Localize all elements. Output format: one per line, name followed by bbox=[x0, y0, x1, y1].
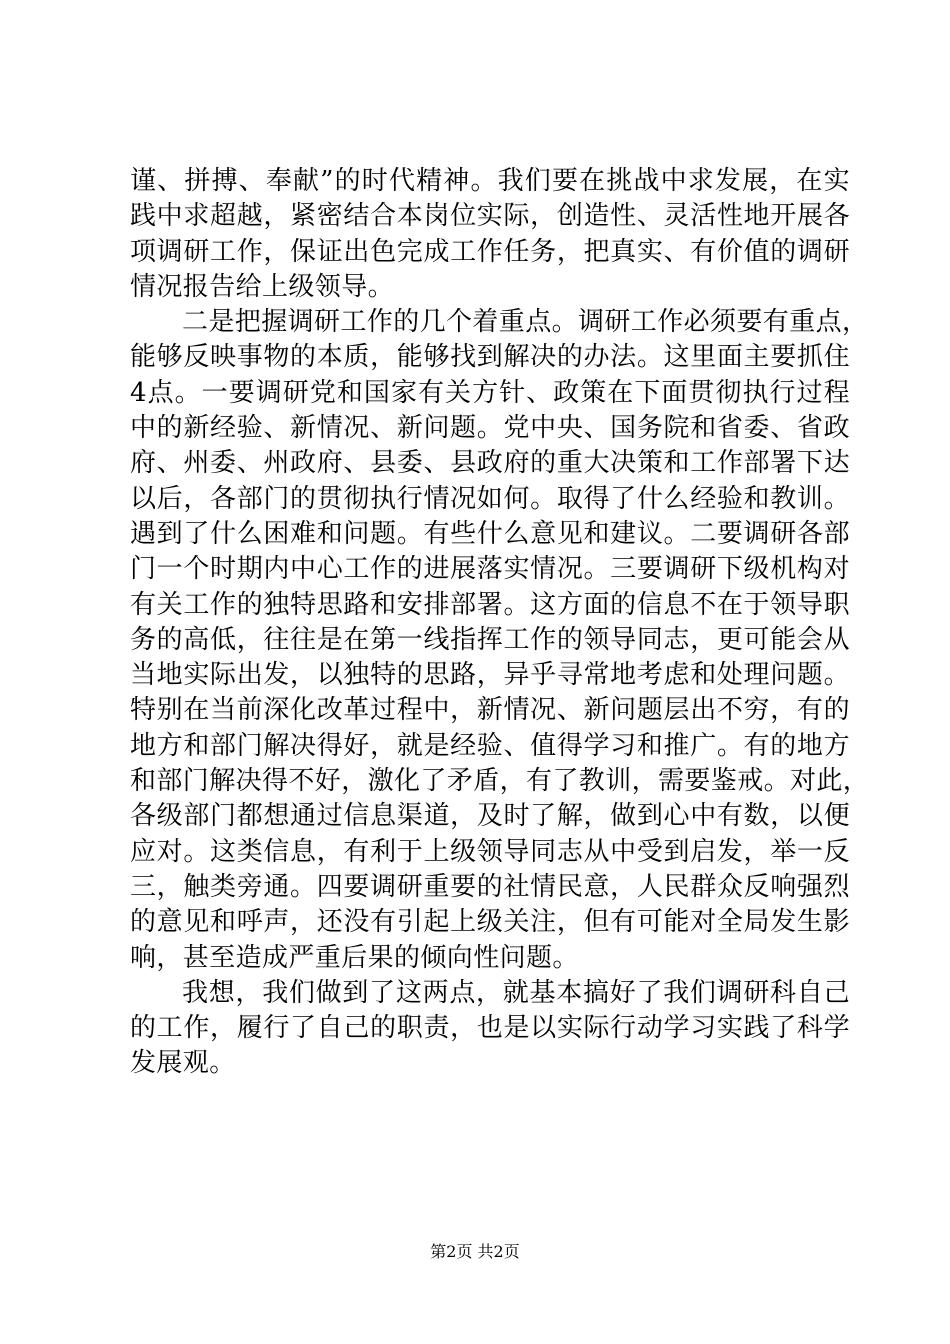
text-line: 遇到了什么困难和问题。有些什么意见和建议。二要调研各部 bbox=[130, 518, 850, 549]
text-line: 中的新经验、新情况、新问题。党中央、国务院和省委、省政 bbox=[130, 413, 850, 444]
text-line: 务的高低，往往是在第一线指挥工作的领导同志，更可能会从 bbox=[130, 624, 850, 655]
text-line: 门一个时期内中心工作的进展落实情况。三要调研下级机构对 bbox=[130, 554, 850, 585]
text-line: 的工作，履行了自己的职责，也是以实际行动学习实践了科学 bbox=[130, 1013, 850, 1044]
text-line: 府、州委、州政府、县委、县政府的重大决策和工作部署下达 bbox=[130, 448, 850, 479]
text-line: 以后，各部门的贯彻执行情况如何。取得了什么经验和教训。 bbox=[130, 483, 850, 514]
text-line: 我想，我们做到了这两点，就基本搞好了我们调研科自己 bbox=[182, 977, 850, 1008]
document-body bbox=[130, 164, 870, 1082]
page-footer: 第2页 共2页 bbox=[430, 1242, 520, 1261]
text-line: 4点。一要调研党和国家有关方针、政策在下面贯彻执行过程 bbox=[130, 377, 850, 408]
text-line: 当地实际出发，以独特的思路，异乎寻常地考虑和处理问题。 bbox=[130, 660, 850, 691]
text-line: 和部门解决得不好，激化了矛盾，有了教训，需要鉴戒。对此， bbox=[130, 766, 870, 797]
text-line: 的意见和呼声，还没有引起上级关注，但有可能对全局发生影 bbox=[130, 907, 850, 938]
text-line: 能够反映事物的本质，能够找到解决的办法。这里面主要抓住 bbox=[130, 342, 850, 373]
text-line: 特别在当前深化改革过程中，新情况、新问题层出不穷，有的 bbox=[130, 695, 850, 726]
text-line: 发展观。 bbox=[130, 1048, 236, 1079]
paragraph-p2 bbox=[130, 305, 870, 976]
text-line: 谨、拼搏、奉献”的时代精神。我们要在挑战中求发展，在实 bbox=[130, 166, 850, 196]
paragraph-p3 bbox=[130, 976, 850, 1082]
text-line: 三，触类旁通。四要调研重要的社情民意，人民群众反响强烈 bbox=[130, 871, 850, 902]
text-line: 各级部门都想通过信息渠道，及时了解，做到心中有数，以便 bbox=[130, 801, 850, 832]
text-line: 有关工作的独特思路和安排部署。这方面的信息不在于领导职 bbox=[130, 589, 850, 620]
text-line: 情况报告给上级领导。 bbox=[130, 271, 395, 302]
text-line: 应对。这类信息，有利于上级领导同志从中受到启发，举一反 bbox=[130, 836, 850, 867]
text-line: 项调研工作，保证出色完成工作任务，把真实、有价值的调研 bbox=[130, 236, 850, 267]
paragraph-p1 bbox=[130, 164, 850, 305]
text-line: 二是把握调研工作的几个着重点。调研工作必须要有重点， bbox=[182, 307, 869, 338]
text-line: 响，甚至造成严重后果的倾向性问题。 bbox=[130, 942, 579, 973]
text-line: 地方和部门解决得好，就是经验、值得学习和推广。有的地方 bbox=[130, 730, 850, 761]
text-line: 践中求超越，紧密结合本岗位实际，创造性、灵活性地开展各 bbox=[130, 201, 850, 232]
